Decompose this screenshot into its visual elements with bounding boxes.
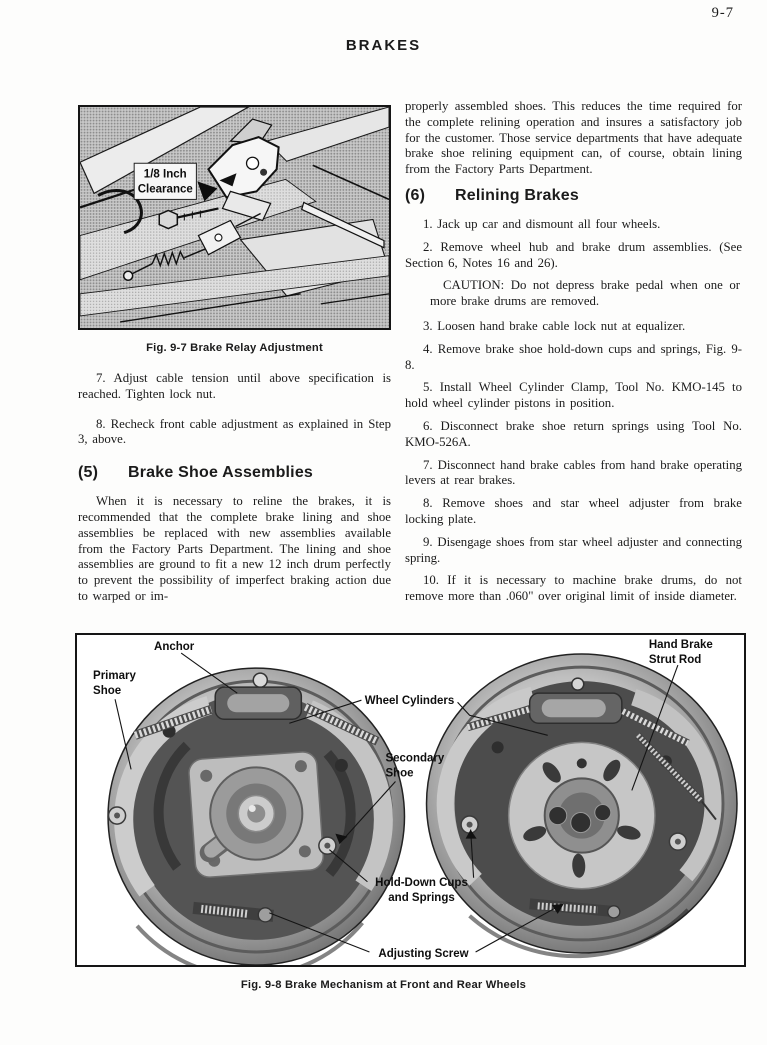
step-paragraph: 4. Remove brake shoe hold-down cups and springs, Fig. 9-8. xyxy=(405,341,742,372)
step-paragraph: 7. Adjust cable tension until above specification is reached. Tighten lock nut. xyxy=(78,371,391,401)
body-paragraph: properly assembled shoes. This reduces the time required for the complete relining operation and insures a satisfactory job for the customer. Those service departments that have adequate brake shoe relining equipment can, of course, obtain lining from the Factory Parts Department. xyxy=(405,99,742,177)
step-paragraph: 7. Disconnect hand brake cables from hand brake operating levers at rear brakes. xyxy=(405,457,742,488)
page-number: 9-7 xyxy=(711,5,734,21)
step-paragraph: 5. Install Wheel Cylinder Clamp, Tool No. KMO-145 to hold wheel cylinder pistons in position. xyxy=(405,380,742,411)
figure-9-7-caption: Fig. 9-7 Brake Relay Adjustment xyxy=(146,342,323,354)
label-wheel-cylinders: Wheel Cylinders xyxy=(364,695,455,708)
label-hold-down-1: Hold-Down Cups xyxy=(375,876,468,889)
label-hold-down-2: and Springs xyxy=(388,891,455,904)
brake-relay-illustration xyxy=(80,107,389,328)
cable-end xyxy=(124,271,133,280)
page-title: BRAKES xyxy=(345,37,422,54)
caution-paragraph: CAUTION: Do not depress brake pedal when one or more brake drums are removed. xyxy=(430,278,740,309)
label-hand-brake-2: Strut Rod xyxy=(648,654,702,667)
label-hand-brake-1: Hand Brake xyxy=(648,639,713,652)
front-brake-assembly xyxy=(108,668,404,965)
step-paragraph: 8. Recheck front cable adjustment as explained in Step 3, above. xyxy=(78,416,391,447)
label-secondary-shoe-2: Shoe xyxy=(385,767,414,780)
section-number: (5) xyxy=(78,464,99,482)
right-column xyxy=(405,99,742,612)
label-primary-shoe-2: Shoe xyxy=(93,685,122,698)
brake-mechanism-illustration xyxy=(77,635,744,965)
section-title: Brake Shoe Assemblies xyxy=(128,464,314,482)
section-title: Relining Brakes xyxy=(455,186,579,204)
label-anchor: Anchor xyxy=(154,641,195,654)
step-paragraph: 3. Loosen hand brake cable lock nut at equalizer. xyxy=(423,318,686,333)
step-paragraph: 6. Disconnect brake shoe return springs using Tool No. KMO-526A. xyxy=(405,418,742,449)
label-primary-shoe-1: Primary xyxy=(93,670,136,683)
left-column xyxy=(78,105,391,612)
anchor-pin xyxy=(572,678,584,690)
section-heading-6 xyxy=(405,187,742,205)
clearance-callout-line1: 1/8 Inch xyxy=(143,168,187,181)
bolt-hex xyxy=(159,210,177,228)
anchor-pin xyxy=(253,673,267,687)
label-secondary-shoe-1: Secondary xyxy=(385,752,445,765)
rear-brake-assembly xyxy=(427,654,737,956)
section-number: (6) xyxy=(405,186,426,204)
step-paragraph: 9. Disengage shoes from star wheel adjuster and connecting spring. xyxy=(405,534,742,565)
section-heading-5 xyxy=(78,464,391,482)
figure-9-7 xyxy=(78,105,391,330)
step-paragraph: 8. Remove shoes and star wheel adjuster from brake locking plate. xyxy=(405,496,742,526)
step-paragraph: 2. Remove wheel hub and brake drum assemblies. (See Section 6, Notes 16 and 26). xyxy=(405,239,742,270)
clearance-callout-line2: Clearance xyxy=(137,183,193,196)
body-paragraph: When it is necessary to reline the brakes, it is recommended that the complete brake lining and shoe assemblies be replaced with new assemblies available from the Factory Parts Department. The lining and shoe assemblies are ground to fit a new 12 inch drum perfectly to prevent the possibility of imperfect braking action due to warped or im- xyxy=(78,494,391,603)
step-paragraph: 10. If it is necessary to machine brake drums, do not remove more than .060" over original limit of inside diameter. xyxy=(405,573,742,604)
label-adjusting-screw: Adjusting Screw xyxy=(378,947,469,960)
figure-9-8 xyxy=(75,633,746,967)
step-paragraph: 1. Jack up car and dismount all four wheels. xyxy=(423,216,661,231)
figure-9-8-caption: Fig. 9-8 Brake Mechanism at Front and Rear Wheels xyxy=(240,979,527,991)
